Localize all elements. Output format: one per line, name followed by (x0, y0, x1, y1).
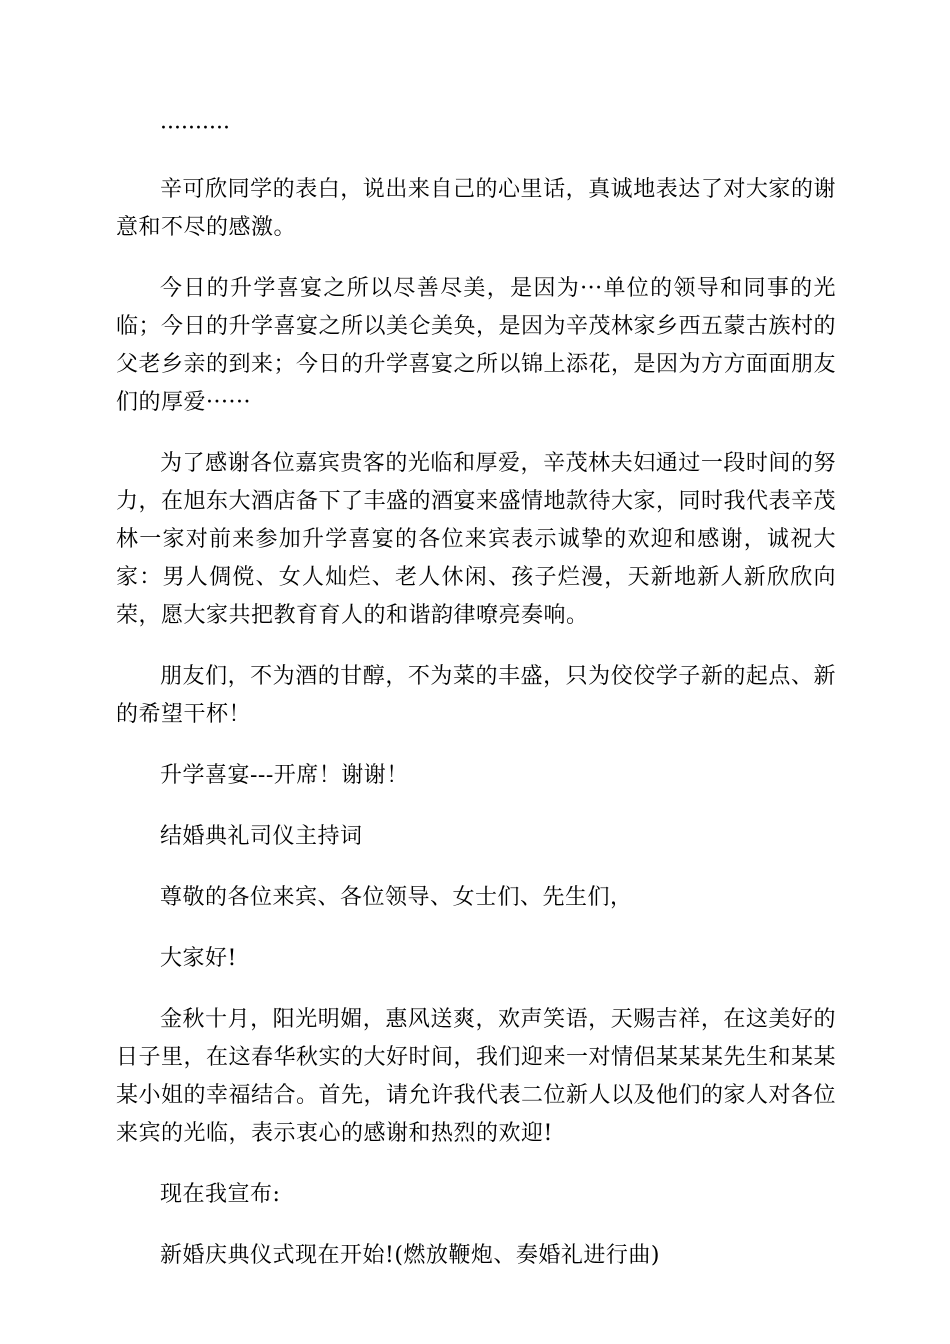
paragraph-thanks-guests: 为了感谢各位嘉宾贵客的光临和厚爱，辛茂林夫妇通过一段时间的努力，在旭东大酒店备下了丰盛的酒宴来盛情地款待大家，同时我代表辛茂林一家对前来参加升学喜宴的各位来宾表示诚挚的欢迎和感谢，诚祝大家：男人倜傥、女人灿烂、老人休闲、孩子烂漫，天新地新人新欣欣向荣，愿大家共把教育育人的和谐韵律嘹亮奏响。 (116, 451, 837, 628)
ellipsis-line: ·········· (160, 116, 230, 141)
paragraph-toast: 朋友们，不为酒的甘醇，不为菜的丰盛，只为佼佼学子新的起点、新的希望干杯！ (116, 664, 836, 727)
paragraph-banquet-open: 升学喜宴---开席！谢谢！ (160, 763, 409, 788)
paragraph-ceremony-start: 新婚庆典仪式现在开始!(燃放鞭炮、奏婚礼进行曲) (160, 1243, 661, 1268)
document-body (116, 110, 836, 1298)
paragraph-announcement: 现在我宣布: (160, 1182, 281, 1207)
paragraph-banquet-praise: 今日的升学喜宴之所以尽善尽美，是因为···单位的领导和同事的光临；今日的升学喜宴之所以美仑美奂，是因为辛茂林家乡西五蒙古族村的父老乡亲的到来；今日的升学喜宴之所以锦上添花，是因为方方面面朋友们的厚爱······ (116, 276, 837, 415)
section-heading-wedding: 结婚典礼司仪主持词 (160, 824, 363, 849)
paragraph-wedding-intro: 金秋十月，阳光明媚，惠风送爽，欢声笑语，天赐吉祥，在这美好的日子里，在这春华秋实的大好时间，我们迎来一对情侣某某某先生和某某某小姐的幸福结合。首先，请允许我代表二位新人以及他们的家人对各位来宾的光临，表示衷心的感谢和热烈的欢迎! (116, 1007, 837, 1146)
paragraph-salutation: 尊敬的各位来宾、各位领导、女士们、先生们， (160, 885, 633, 910)
paragraph-xinkexin-speech: 辛可欣同学的表白，说出来自己的心里话，真诚地表达了对大家的谢意和不尽的感激。 (116, 177, 836, 240)
paragraph-greeting: 大家好! (160, 946, 237, 971)
